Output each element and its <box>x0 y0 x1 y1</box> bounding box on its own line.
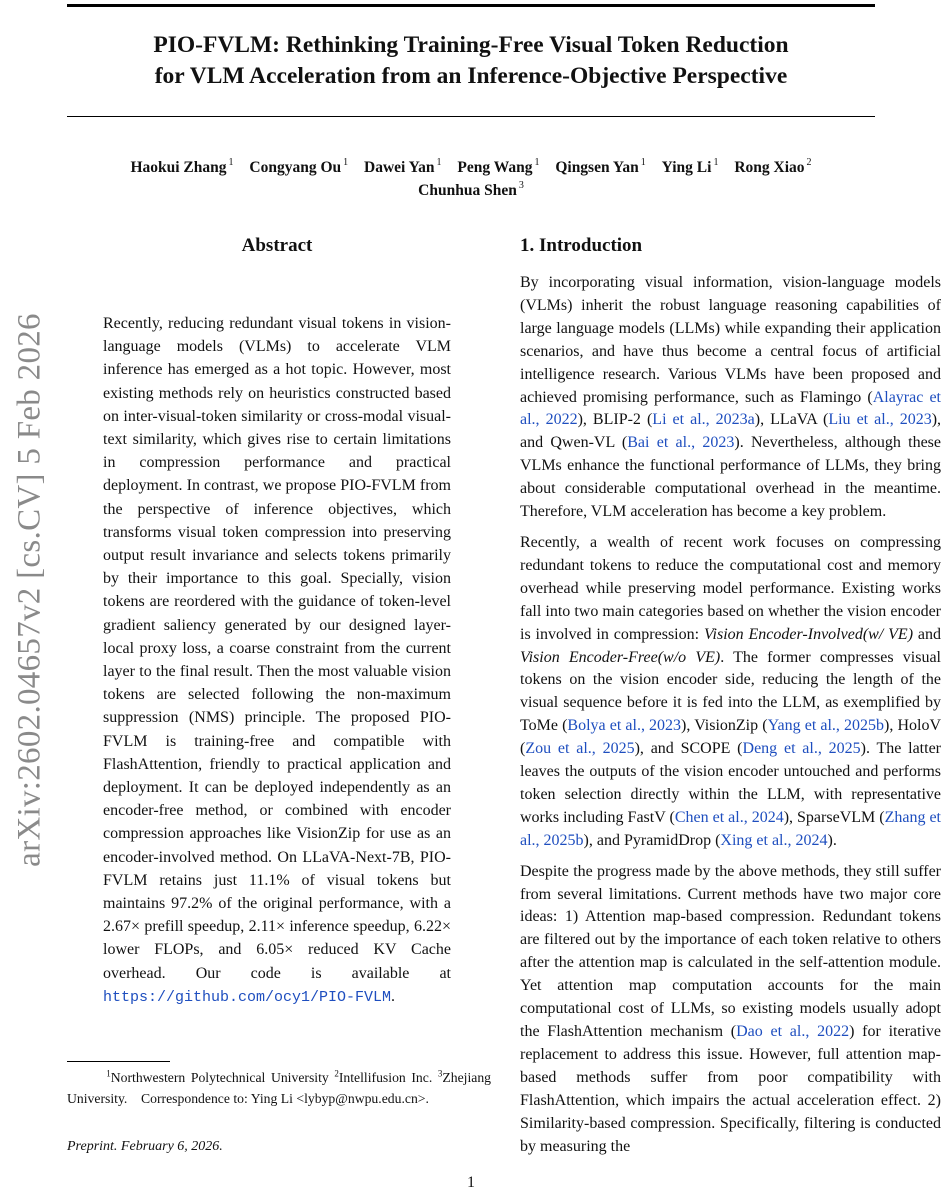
title-line-1: PIO-FVLM: Rethinking Training-Free Visual Token Reduction <box>153 32 789 58</box>
citation-link[interactable]: Zhang et al., 2025b <box>520 808 942 849</box>
arxiv-sidebar <box>0 0 60 900</box>
author: Dawei Yan $^1$ <box>364 156 442 176</box>
author: Congyang Ou $^1$ <box>249 156 349 176</box>
preprint-note: Preprint. February 6, 2026. <box>67 1139 223 1154</box>
footnote-rule <box>67 1061 170 1062</box>
citation-link[interactable]: Zou et al., 2025 <box>525 740 635 758</box>
title-top-rule <box>67 4 875 7</box>
title-line-2: for VLM Acceleration from an Inference-Objective Perspective <box>154 63 788 89</box>
abstract-body: Recently, reducing redundant visual tokens in vision-language models (VLMs) to accelerate VLM inference has emerged as a hot topic. However, most existing methods rely on heuristics constructed based on inter-visual-token similarity or cross-modal visual-text similarity, which gives rise to certain limitations in compression performance and practical deployment. In contrast, we propose PIO-FVLM from the perspective of inference objectives, which transforms visual token compression into preserving output result invariance and selects tokens primarily by their importance to this goal. Specially, vision tokens are reordered with the guidance of token-level gradient saliency generated by our designed layer-local proxy loss, a coarse constraint from the current layer to the final result. Then the most valuable vision tokens are selected following the non-maximum suppression (NMS) principle. The proposed PIO-FVLM is training-free and compatible with FlashAttention, friendly to practical application and deployment. It can be deployed independently as an encoder-free method, or combined with encoder compression approaches like VisionZip for use as an encoder-involved method. On LLaVA-Next-7B, PIO-FVLM retains just 11.1% of visual tokens but maintains 97.2% of the original performance, with a 2.67× prefill speedup, 2.11× inference speedup, 6.22× lower FLOPs, and 6.05× reduced KV Cache overhead. Our code is available at https://github.com/ocy1/PIO-FVLM. <box>103 315 451 1006</box>
citation-link[interactable]: Dao et al., 2022 <box>736 1023 850 1040</box>
author: Peng Wang $^1$ <box>457 156 540 176</box>
title-bottom-rule <box>67 116 875 117</box>
intro-paragraph-2: Recently, a wealth of recent work focuses on compressing redundant tokens to reduce the computational cost and memory overhead while preserving model performance. Existing works fall into two main categories based on whether the vision encoder is involved in compression: Vision Encoder-Involved(w/ VE) and Vision Encoder-Free(w/o VE). The former compresses visual tokens on the vision encoder side, reducing the length of the visual sequence before it is fed into the LLM, as exemplified by ToMe (Bolya et al., 2023), VisionZip (Yang et al., 2025b), HoloV (Zou et al., 2025), and SCOPE (Deng et al., 2025). The latter leaves the outputs of the vision encoder untouched and performs token selection directly within the LLM, with representative works including FastV (Chen et al., 2024), SparseVLM (Zhang et al., 2025b), and PyramidDrop (Xing et al., 2024). <box>520 533 942 849</box>
introduction-heading: 1. Introduction <box>520 235 643 256</box>
citation-link[interactable]: Li et al., 2023a <box>652 411 755 429</box>
abstract-heading: Abstract <box>241 235 313 256</box>
author: Qingsen Yan $^1$ <box>555 156 646 176</box>
arxiv-identifier: arXiv:2602.04657v2 [cs.CV] 5 Feb 2026 <box>11 313 48 867</box>
introduction-body <box>520 272 941 1166</box>
citation-link[interactable]: Alayrac et al., 2022 <box>520 388 941 429</box>
code-link[interactable]: https://github.com/ocy1/PIO-FVLM <box>103 988 392 1006</box>
author: Ying Li $^1$ <box>661 156 719 176</box>
author: Rong Xiao $^2$ <box>734 156 812 176</box>
citation-link[interactable]: Bolya et al., 2023 <box>567 717 682 735</box>
author-list <box>0 156 942 202</box>
intro-paragraph-3: Despite the progress made by the above methods, they still suffer from several limitations. Current methods have two major core ideas: 1) Attention map-based compression. Redundant tokens are filtered out by the importance of each token relative to others after the attention map is calculated in the self-attention module. Yet attention map computation accounts for the main computational cost of LLMs, so existing models usually adopt the FlashAttention mechanism (Dao et al., 2022) for iterative replacement to address this issue. However, full attention map-based methods suffer from poor compatibility with FlashAttention, which impairs the actual acceleration effect. 2) Similarity-based compression. Specifically, filtering is conducted by measuring the <box>520 862 942 1155</box>
page-number: 1 <box>467 1174 475 1191</box>
citation-link[interactable]: Yang et al., 2025b <box>767 717 885 735</box>
footnote: $^1$Northwestern Polytechnical University $^2$Intellifusion Inc. $^3$Zhejiang University. Correspondence to: Ying Li <lybyp@nwpu.edu.cn>. <box>67 1068 492 1106</box>
citation-link[interactable]: Liu et al., 2023 <box>828 411 932 429</box>
citation-link[interactable]: Chen et al., 2024 <box>674 808 784 826</box>
intro-paragraph-1: By incorporating visual information, vision-language models (VLMs) inherit the robust language reasoning capabilities of large language models (LLMs) while expanding their application scenarios, and have thus become a central focus of artificial intelligence research. Various VLMs have been proposed and achieved promising performance, such as Flamingo (Alayrac et al., 2022), BLIP-2 (Li et al., 2023a), LLaVA (Liu et al., 2023), and Qwen-VL (Bai et al., 2023). Nevertheless, although these VLMs enhance the functional performance of LLMs, they bring about considerable computational overhead in the meantime. Therefore, VLM acceleration has become a key problem. <box>520 274 942 521</box>
author: Haokui Zhang $^1$ <box>130 156 234 176</box>
citation-link[interactable]: Deng et al., 2025 <box>742 740 861 758</box>
citation-link[interactable]: Xing et al., 2024 <box>720 831 828 849</box>
author: Chunhua Shen $^3$ <box>418 179 524 199</box>
citation-link[interactable]: Bai et al., 2023 <box>627 434 735 452</box>
paper-title <box>0 30 942 92</box>
